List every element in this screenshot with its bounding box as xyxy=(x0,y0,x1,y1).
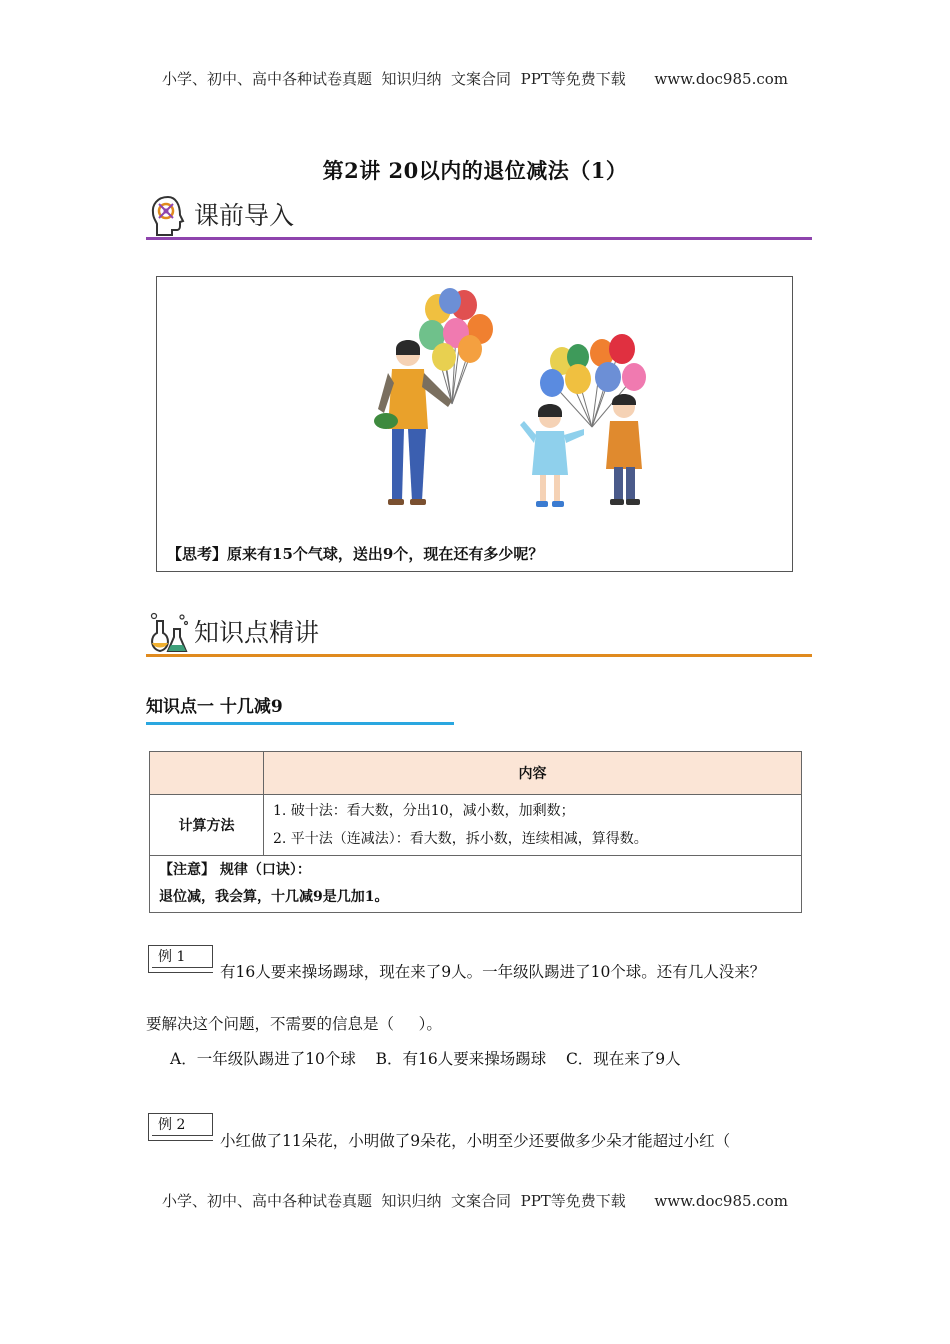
intro-box xyxy=(156,276,793,572)
table-row xyxy=(150,795,802,856)
section-knowledge-rule xyxy=(146,654,812,657)
example-tag-label: 例 2 xyxy=(158,1117,186,1133)
note-line: 退位减，我会算，十几减9是几加1。 xyxy=(159,889,389,905)
document-title: 第2讲 20以内的退位减法（1） xyxy=(322,158,628,183)
example-tag xyxy=(148,1113,214,1141)
table-header-cell xyxy=(150,752,264,795)
example-1-question: 有16人要来操场踢球，现在来了9人。一年级队踢进了10个球。还有几人没来？ xyxy=(220,963,766,981)
example-1-options: A．一年级队踢进了10个球 B．有16人要来操场踢球 C．现在来了9人 xyxy=(170,1050,681,1068)
method-line: 1. 破十法：看大数，分出10，减小数，加剩数； xyxy=(273,803,575,819)
page-footer: 小学、初中、高中各种试卷真题 知识归纳 文案合同 PPT等免费下载 www.doc985.com xyxy=(161,1192,788,1210)
example-tag-label: 例 1 xyxy=(158,949,186,965)
example-tag xyxy=(148,945,214,973)
knowledge-point-rule xyxy=(146,722,454,725)
section-intro-label: 课前导入 xyxy=(194,201,295,230)
knowledge-table xyxy=(149,751,802,913)
page-header: 小学、初中、高中各种试卷真题 知识归纳 文案合同 PPT等免费下载 www.doc985.com xyxy=(161,70,788,88)
note-line: 【注意】 规律（口诀）： xyxy=(159,862,311,878)
method-line: 2. 平十法（连减法）：看大数，拆小数，连续相减，算得数。 xyxy=(273,831,648,847)
knowledge-point-title: 知识点一 十几减9 xyxy=(146,697,283,717)
method-content xyxy=(264,795,802,856)
note-content xyxy=(150,856,802,913)
method-label: 计算方法 xyxy=(150,795,264,856)
table-header-row xyxy=(150,752,802,795)
example-1-prompt: 要解决这个问题，不需要的信息是（ ）。 xyxy=(146,1015,442,1033)
section-knowledge-label: 知识点精讲 xyxy=(194,618,320,647)
section-intro-heading xyxy=(146,194,812,240)
section-knowledge-heading xyxy=(146,611,812,657)
lab-flask-icon xyxy=(148,611,188,655)
section-intro-rule xyxy=(146,237,812,240)
think-question: 【思考】原来有15个气球，送出9个，现在还有多少呢？ xyxy=(167,545,544,563)
head-gears-icon xyxy=(148,194,188,238)
table-row xyxy=(150,856,802,913)
balloon-scene-illustration xyxy=(352,279,664,531)
example-2-question: 小红做了11朵花，小明做了9朵花，小明至少还要做多少朵才能超过小红（ xyxy=(220,1132,731,1150)
table-header-cell: 内容 xyxy=(264,752,802,795)
